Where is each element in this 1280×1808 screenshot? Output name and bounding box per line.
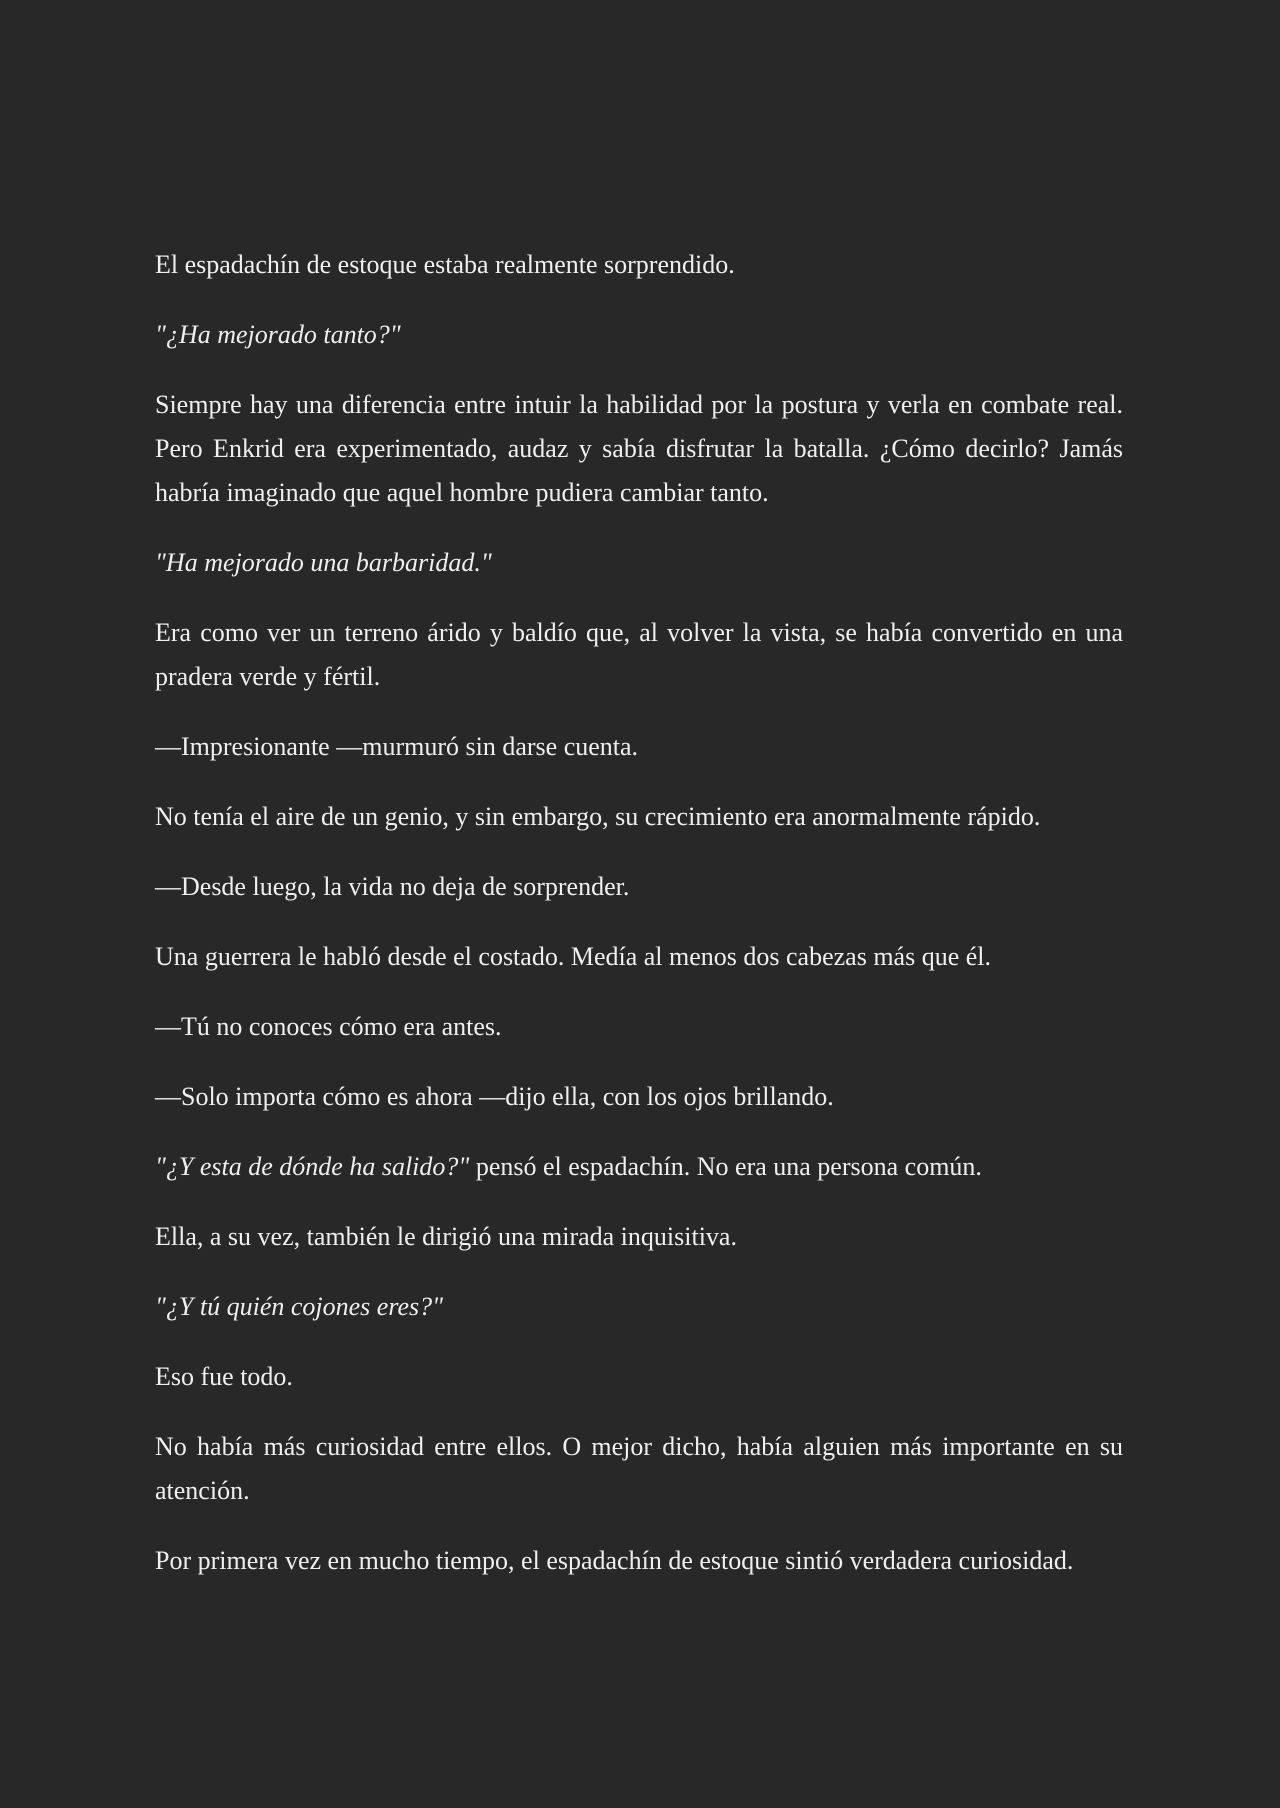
paragraph: Por primera vez en mucho tiempo, el espadachín de estoque sintió verdadera curiosidad. — [155, 1546, 1074, 1575]
paragraph: Era como ver un terreno árido y baldío que, al volver la vista, se había convertido en una pradera verde y fértil. — [155, 618, 1123, 691]
thought-paragraph: "¿Ha mejorado tanto?" — [155, 320, 401, 349]
paragraph: Una guerrera le habló desde el costado. Medía al menos dos cabezas más que él. — [155, 942, 992, 971]
thought-text: "¿Y esta de dónde ha salido?" — [155, 1152, 470, 1181]
thought-paragraph: "Ha mejorado una barbaridad." — [155, 548, 492, 577]
thought-paragraph: "¿Y tú quién cojones eres?" — [155, 1292, 444, 1321]
paragraph: El espadachín de estoque estaba realmente sorprendido. — [155, 250, 735, 279]
dialogue-paragraph: —Tú no conoces cómo era antes. — [155, 1012, 502, 1041]
mixed-paragraph — [155, 1145, 1123, 1189]
dialogue-paragraph: —Impresionante —murmuró sin darse cuenta. — [155, 732, 639, 761]
paragraph: No había más curiosidad entre ellos. O mejor dicho, había alguien más importante en su atención. — [155, 1432, 1123, 1505]
paragraph: Ella, a su vez, también le dirigió una mirada inquisitiva. — [155, 1222, 737, 1251]
paragraph: Siempre hay una diferencia entre intuir la habilidad por la postura y verla en combate real. Pero Enkrid era experimentado, audaz y sabía disfrutar la batalla. ¿Cómo decirlo? Jamás habría imaginado que aquel hombre pudiera cambiar tanto. — [155, 390, 1123, 507]
chapter-text — [155, 243, 1123, 1609]
dialogue-paragraph: —Desde luego, la vida no deja de sorprender. — [155, 872, 630, 901]
paragraph: No tenía el aire de un genio, y sin embargo, su crecimiento era anormalmente rápido. — [155, 802, 1041, 831]
dialogue-paragraph: —Solo importa cómo es ahora —dijo ella, con los ojos brillando. — [155, 1082, 834, 1111]
paragraph: Eso fue todo. — [155, 1362, 293, 1391]
narration-text: pensó el espadachín. No era una persona común. — [469, 1152, 982, 1181]
